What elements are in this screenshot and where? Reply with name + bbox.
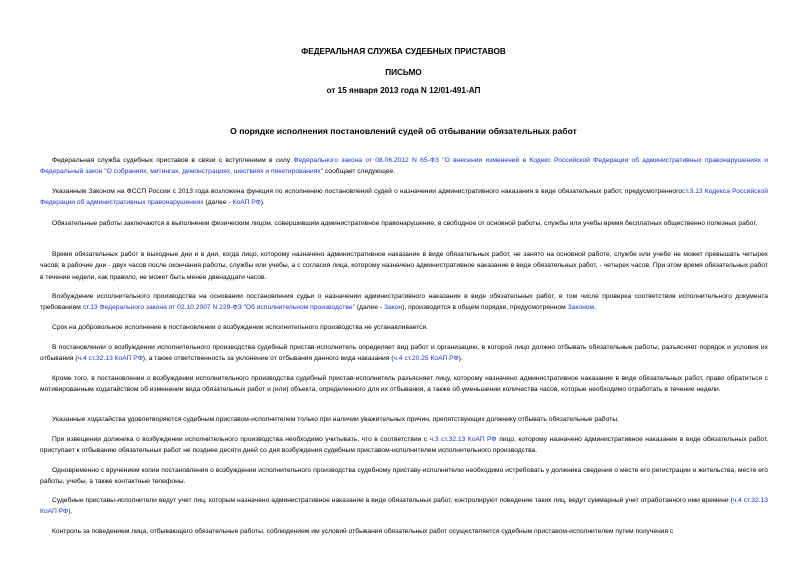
paragraph-text: Одновременно с вручением копии постановления о возбуждении исполнительного производства судебному приставу-исполнителю необходимо истребовать у должника сведения о месте его регистрации и жительства, месте его работы, учебы, а также контактные телефоны.: [40, 467, 768, 486]
paragraph-text: ), производится в общем порядке, предусмотренном: [402, 304, 568, 312]
paragraph-text: .: [594, 304, 596, 312]
paragraph-7: [40, 342, 768, 365]
paragraph-text: сообщает следующее.: [323, 168, 396, 176]
paragraph-3: [40, 218, 768, 229]
paragraph-text: (далее -: [354, 304, 384, 312]
paragraph-8: [40, 373, 768, 396]
paragraph-text: ).: [260, 199, 265, 207]
law-link-zakonom[interactable]: Законом: [567, 304, 595, 312]
paragraph-9: [40, 414, 768, 425]
paragraph-text: ).: [68, 508, 73, 516]
law-link-koap-32-13-ch3[interactable]: ч.3 ст.32.13 КоАП РФ: [429, 436, 497, 443]
paragraph-text: Федеральная служба судебных приставов в связи с вступлением в силу: [52, 157, 294, 164]
paragraph-5: [40, 291, 768, 314]
law-link-65fz[interactable]: Федерального закона от 08.06.2012 N 65-ФЗ "О внесении изменений в Кодекс Российской Федерации об административных правонарушениях и Федеральный закон "О собраниях, митингах, демонстрациях, шествиях и пикетированиях": [40, 157, 768, 176]
law-link-koap-3-13[interactable]: ст.3.13 Кодекса Российской Федерации об административных правонарушениях: [40, 188, 768, 207]
paragraph-text: Возбуждение исполнительного производства на основании постановления судьи о назначении административного наказания в виде обязательных работ, в том числе проверка соответствия исполнительного документа требованиям: [40, 293, 768, 312]
paragraph-text: (далее -: [203, 199, 233, 207]
paragraph-11: [40, 465, 768, 488]
org-name: ФЕДЕРАЛЬНАЯ СЛУЖБА СУДЕБНЫХ ПРИСТАВОВ: [301, 47, 506, 56]
paragraph-text: Судебные приставы-исполнители ведут учет лиц, которым назначено административное наказание в виде обязательных работ, контролируют поведение таких лиц, ведут суммарный учет отработанного ими времени (: [52, 497, 733, 504]
paragraph-text: Время обязательных работ в выходные дни и в дни, когда лицо, которому назначено административное наказание в виде обязательных работ, не занято на основной работе, службе или учебе не может превышать четырех часов; в рабочие дни - двух часов после окончания работы, службы или учебы, а с согласия лица, которому назначено административное наказание в виде обязательных работ, - четырех часов. При этом время обязательных работ в течение недели, как правило, не может быть менее двенадцати часов.: [40, 251, 768, 281]
paragraph-2: [40, 186, 768, 209]
paragraph-text: ).: [458, 355, 463, 363]
law-link-koap-20-25-ch4[interactable]: ч.4 ст.20.25 КоАП РФ: [393, 355, 459, 363]
paragraph-text: ), а также ответственность за уклонение от отбывания данного вида наказания (: [142, 355, 394, 363]
paragraph-text: Кроме того, в постановлении о возбуждении исполнительного производства судебный пристав-исполнитель разъясняет лицу, которому назначено административное наказание в виде обязательных работ, право обратиться с мотивированным ходатайством об изменении вида обязательных работ и (или) объекта, определенного для их отбывания, а также об уменьшении количества часов, которые необходимо отработать в течение недели.: [40, 375, 768, 394]
paragraph-text: Обязательные работы заключаются в выполнении физическим лицом, совершившим административное правонарушение, в свободное от основной работы, службы или учебы время бесплатных общественно полезных работ.: [52, 220, 758, 227]
paragraph-text: При извещении должника о возбуждении исполнительного производства необходимо учитывать, что в соответствии с: [52, 436, 430, 443]
law-link-zakon[interactable]: Закон: [383, 304, 403, 312]
paragraph-13: [40, 526, 768, 537]
paragraph-text: В постановлении о возбуждении исполнительного производства судебный пристав-исполнитель определяет вид работ и организацию, в которой лицо должно отбывать обязательные работы, разъясняет порядок и условия их отбывания (: [40, 344, 768, 363]
paragraph-12: [40, 495, 768, 518]
paragraph-1: [40, 155, 768, 178]
doc-date-number: от 15 января 2013 года N 12/01-491-АП: [326, 86, 481, 95]
law-link-koap-32-13-ch4[interactable]: ч.4 ст.32.13 КоАП РФ: [77, 355, 143, 363]
paragraph-text: лицо, которому назначено административное наказание в виде обязательных работ, приступает к отбыванию обязательных работ не позднее десяти дней со дня возбуждения судебным приставом-исполнителем исполнительного производства.: [40, 436, 768, 455]
paragraph-text: Срок на добровольное исполнение в постановлении о возбуждении исполнительного производства не устанавливается.: [52, 324, 428, 331]
paragraph-10: [40, 434, 768, 457]
paragraph-4: [40, 249, 768, 283]
doc-title: О порядке исполнения постановлений судей об отбывании обязательных работ: [230, 126, 577, 136]
law-link-229fz-st13[interactable]: ст.13 Федерального закона от 02.10.2007 N 229-ФЗ "Об исполнительном производстве": [82, 304, 355, 312]
law-link-koap[interactable]: КоАП РФ: [232, 199, 261, 207]
law-link-koap-32-13-ch4b[interactable]: ч.4 ст.32.13 КоАП РФ: [40, 497, 769, 516]
paragraph-text: Контроль за поведением лица, отбывающего обязательные работы, соблюдением им условий отбывания обязательных работ осуществляется судебным приставом-исполнителем путем получения с: [52, 528, 674, 535]
paragraph-text: Указанным Законом на ФССП России с 2013 года возложена функция по исполнению постановлений судей о назначении административного наказания в виде обязательных работ, предусмотренного: [52, 188, 683, 195]
doc-type: ПИСЬМО: [385, 68, 422, 77]
paragraph-6: [40, 322, 768, 333]
paragraph-text: Указанные ходатайства удовлетворяются судебным приставом-исполнителем только при наличии уважительных причин, препятствующих должнику отбывать обязательные работы.: [52, 416, 619, 423]
